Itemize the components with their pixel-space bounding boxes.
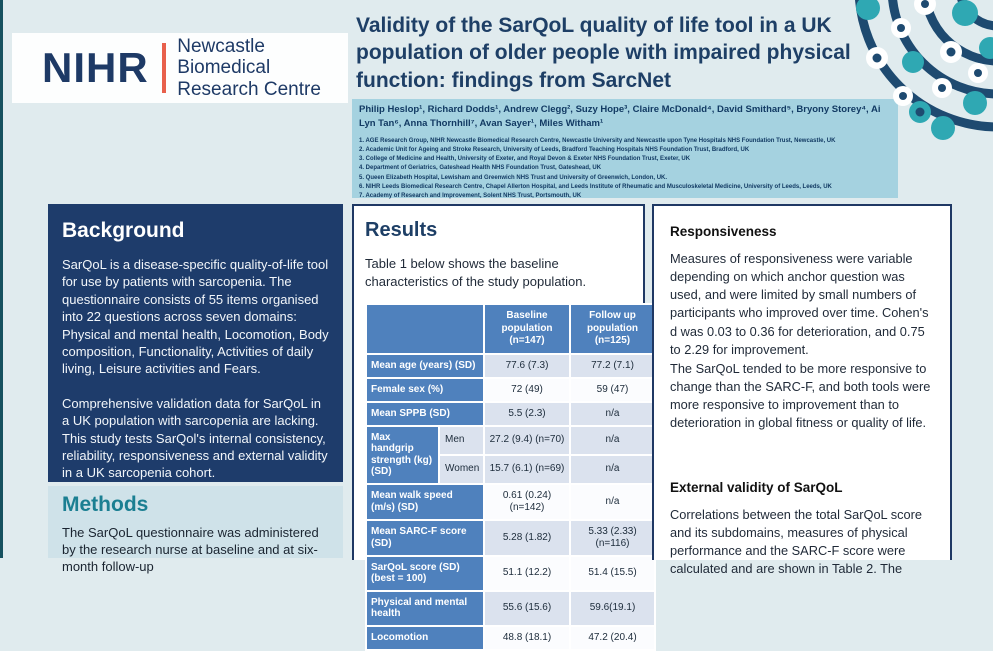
cell-followup: 51.4 (15.5) (570, 556, 655, 591)
row-label: Physical and mental health (366, 591, 484, 626)
cell-followup: n/a (570, 484, 655, 520)
cell-baseline: 15.7 (6.1) (n=69) (484, 455, 570, 484)
authors-list: Philip Heslop¹, Richard Dodds¹, Andrew Clegg², Suzy Hope³, Claire McDonald⁴, David Smithard⁵, Bryony Storey⁴, Ai Lyn Tan⁶, Anna Thornhill⁷, Avan Sayer¹, Miles Witham¹ (359, 104, 881, 130)
poster-title (356, 12, 884, 94)
responsiveness-paragraph-2: The SarQoL tended to be more responsive to change than the SARC-F, and both tools were more responsive to improvement than to deterioration in global fitness or quality of life. (670, 360, 931, 431)
table-row (366, 354, 655, 378)
table-row (366, 556, 655, 591)
row-label: Mean SPPB (SD) (366, 402, 484, 426)
nihr-logo-org-name (177, 36, 348, 100)
right-results-section (652, 204, 952, 577)
background-paragraph-2: Comprehensive validation data for SarQoL in a UK population with sarcopenia are lacking. This study tests SarQol's internal consistency, reliability, responsiveness and external validity in a UK sarcopenia cohort. (62, 395, 328, 481)
table-row (366, 402, 655, 426)
org-name-line1: Newcastle Biomedical (177, 36, 271, 79)
nihr-logo-text: NIHR (42, 44, 149, 91)
network-nodes-decoration (828, 0, 993, 152)
affiliation-line: 5. Queen Elizabeth Hospital, Lewisham and Greenwich NHS Trust and University of Greenwich, London, UK. (359, 174, 668, 181)
cell-followup: n/a (570, 455, 655, 484)
affiliation-line: 6. NIHR Leeds Biomedical Research Centre, Chapel Allerton Hospital, and Leeds Institute of Rheumatic and Musculoskeletal Medicine, University of Leeds, Leeds, UK (359, 183, 832, 190)
cell-baseline: 5.28 (1.82) (484, 520, 570, 556)
methods-paragraph: The SarQoL questionnaire was administered by the research nurse at baseline and at six-month follow-up (62, 525, 319, 574)
methods-section (48, 486, 343, 574)
cell-followup: 77.2 (7.1) (570, 354, 655, 378)
affiliation-line: 2. Academic Unit for Ageing and Stroke Research, University of Leeds, Bradford Teaching Hospitals NHS Foundation Trust, Bradford, UK (359, 146, 750, 153)
table-row (366, 591, 655, 626)
row-label: Max handgrip strength (kg) (SD) (366, 426, 439, 484)
table-header-row (366, 304, 655, 354)
nihr-logo-divider (162, 43, 167, 93)
table-row (366, 520, 655, 556)
table-row (366, 378, 655, 402)
byline-band (352, 99, 898, 198)
baseline-characteristics-table (365, 303, 656, 651)
results-heading: Results (365, 219, 438, 241)
affiliation-line: 3. College of Medicine and Health, University of Exeter, and Royal Devon & Exeter NHS Foundation Trust, Exeter, UK (359, 156, 691, 163)
cell-baseline: 77.6 (7.3) (484, 354, 570, 378)
cell-followup: n/a (570, 402, 655, 426)
cell-followup: 5.33 (2.33) (n=116) (570, 520, 655, 556)
cell-baseline: 51.1 (12.2) (484, 556, 570, 591)
responsiveness-heading: Responsiveness (670, 224, 777, 239)
table-row (366, 426, 655, 455)
row-label: Locomotion (366, 626, 484, 650)
cell-baseline: 55.6 (15.6) (484, 591, 570, 626)
cell-baseline: 48.8 (18.1) (484, 626, 570, 650)
row-sublabel: Women (439, 455, 484, 484)
nihr-logo (12, 33, 348, 103)
table-row (366, 626, 655, 650)
poster-title-line: function: findings from SarcNet (356, 68, 671, 92)
external-validity-paragraph: Correlations between the total SarQoL score and its subdomains, measures of physical performance and the SARC-F score were calculated and are shown in Table 2. The (670, 506, 923, 577)
row-label: SarQoL score (SD) (best = 100) (366, 556, 484, 591)
poster-title-line: Validity of the SarQoL quality of life tool in a UK (356, 14, 832, 37)
cell-followup: 59 (47) (570, 378, 655, 402)
affiliations-list (359, 137, 891, 202)
row-label: Female sex (%) (366, 378, 484, 402)
cell-followup: 59.6(19.1) (570, 591, 655, 626)
cell-baseline: 0.61 (0.24) (n=142) (484, 484, 570, 520)
table-col-header: Follow up population (n=125) (570, 304, 655, 354)
methods-heading: Methods (62, 493, 149, 516)
cell-baseline: 72 (49) (484, 378, 570, 402)
external-validity-heading: External validity of SarQoL (670, 479, 843, 495)
org-name-line2: Research Centre (177, 78, 321, 100)
table-corner-cell (366, 304, 484, 354)
affiliation-line: 7. Academy of Research and Improvement, Solent NHS Trust, Portsmouth, UK (359, 193, 582, 200)
row-label: Mean walk speed (m/s) (SD) (366, 484, 484, 520)
table-col-header: Baseline population (n=147) (484, 304, 570, 354)
cell-followup: n/a (570, 426, 655, 455)
cell-followup: 47.2 (20.4) (570, 626, 655, 650)
results-section (352, 204, 645, 643)
table-row (366, 484, 655, 520)
affiliation-line: 4. Department of Geriatrics, Gateshead Health NHS Foundation Trust, Gateshead, UK (359, 165, 602, 172)
background-section (48, 204, 343, 482)
background-paragraph-1: SarQoL is a disease-specific quality-of-life tool for use by patients with sarcopenia. The questionnaire consists of 55 items organised into 22 questions across seven domains: Physical and mental health, Locomotion, Body composition, Functionality, Activities of daily living, Leisure activities and Fears. (62, 257, 329, 377)
cell-baseline: 27.2 (9.4) (n=70) (484, 426, 570, 455)
left-edge-accent-strip (0, 0, 3, 558)
responsiveness-paragraph-1: Measures of responsiveness were variable depending on which anchor question was used, and were limited by small numbers of participants who improved over time. Cohen's d was 0.03 to 0.36 for deterioration, and 0.75 to 2.29 for improvement. (670, 251, 929, 357)
cell-baseline: 5.5 (2.3) (484, 402, 570, 426)
affiliation-line: 1. AGE Research Group, NIHR Newcastle Biomedical Research Centre, Newcastle University and Newcastle upon Tyne Hospitals NHS Foundation Trust, Newcastle, UK (359, 137, 836, 144)
background-heading: Background (62, 219, 185, 242)
poster-title-line: population of older people with impaired physical (356, 41, 851, 65)
row-label: Mean age (years) (SD) (366, 354, 484, 378)
row-sublabel: Men (439, 426, 484, 455)
results-intro: Table 1 below shows the baseline characteristics of the study population. (365, 256, 587, 289)
row-label: Mean SARC-F score (SD) (366, 520, 484, 556)
